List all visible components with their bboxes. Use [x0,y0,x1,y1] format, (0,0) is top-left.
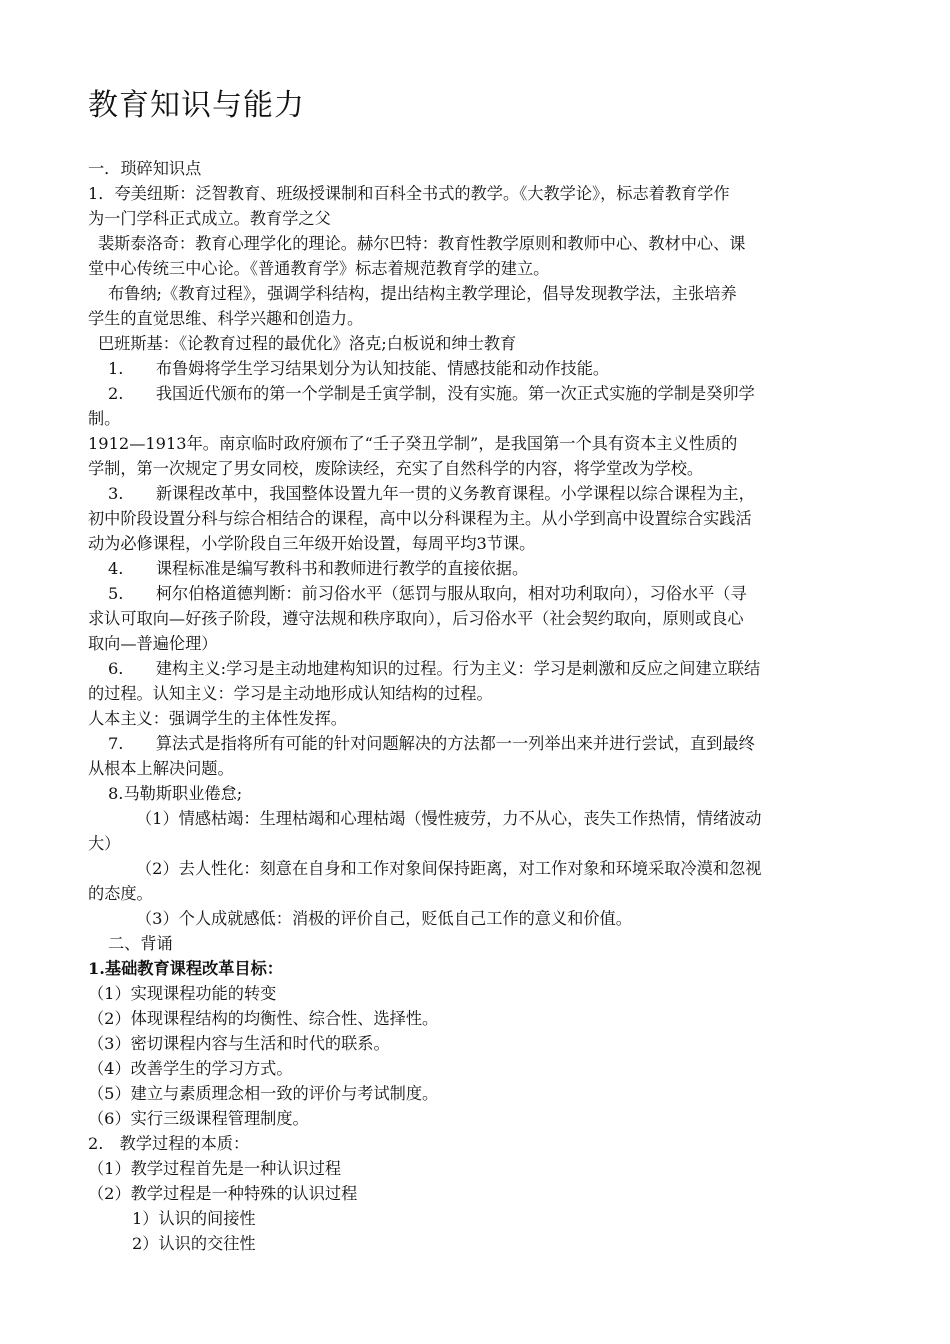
paragraph-line: 动为必修课程，小学阶段自三年级开始设置，每周平均3节课。 [88,534,536,553]
list-item: （6）实行三级课程管理制度。 [88,1109,309,1128]
document-title: 教育知识与能力 [88,88,305,123]
paragraph-line: 求认可取向—好孩子阶段，遵守法规和秩序取向），后习俗水平（社会契约取向，原则或良心 [88,609,744,628]
list-item: 7. 算法式是指将所有可能的针对问题解决的方法都一一列举出来并进行尝试，直到最终 [108,734,755,753]
paragraph-line: 裴斯泰洛奇：教育心理学化的理论。赫尔巴特：教育性教学原则和教师中心、教材中心、课 [98,234,746,253]
paragraph-line: 为一门学科正式成立。教育学之父 [88,209,331,228]
list-item: （2）体现课程结构的均衡性、综合性、选择性。 [88,1009,439,1028]
list-item: 1. 布鲁姆将学生学习结果划分为认知技能、情感技能和动作技能。 [108,359,610,378]
list-item: （5）建立与素质理念相一致的评价与考试制度。 [88,1084,439,1103]
section-heading: 一．琐碎知识点 [88,159,202,178]
paragraph-line: 学生的直觉思维、科学兴趣和创造力。 [88,309,364,328]
list-heading: 1.基础教育课程改革目标： [88,959,283,978]
paragraph-line: 初中阶段设置分科与综合相结合的课程，高中以分科课程为主。从小学到高中设置综合实践活 [88,509,752,528]
list-item: （1）教学过程首先是一种认识过程 [88,1159,342,1178]
list-item: 5. 柯尔伯格道德判断：前习俗水平（惩罚与服从取向，相对功利取向），习俗水平（寻 [108,584,747,603]
list-item: 6. 建构主义:学习是主动地建构知识的过程。行为主义：学习是刺激和反应之间建立联结 [108,659,761,678]
document-body [88,156,878,1256]
list-heading: 2. 教学过程的本质： [88,1134,250,1153]
paragraph-line: 取向—普遍伦理） [88,634,218,653]
list-item: （1）情感枯竭：生理枯竭和心理枯竭（慢性疲劳，力不从心，丧失工作热情，情绪波动 [136,809,762,828]
paragraph-line: 学制，第一次规定了男女同校，废除读经，充实了自然科学的内容，将学堂改为学校。 [88,459,704,478]
list-item: （2）去人性化：刻意在自身和工作对象间保持距离，对工作对象和环境采取冷漠和忽视 [136,859,762,878]
list-item: （1）实现课程功能的转变 [88,984,277,1003]
list-item: 1）认识的间接性 [132,1209,256,1228]
paragraph-line: 的态度。 [88,884,153,903]
paragraph-line: 1912—1913年。南京临时政府颁布了“壬子癸丑学制”，是我国第一个具有资本主义性质的 [88,434,738,453]
paragraph-line: 1．夸美纽斯：泛智教育、班级授课制和百科全书式的教学。《大教学论》，标志着教育学作 [88,184,730,203]
list-item: 4. 课程标准是编写教科书和教师进行教学的直接依据。 [108,559,529,578]
paragraph-line: 堂中心传统三中心论。《普通教育学》标志着规范教育学的建立。 [88,259,550,278]
list-item: 2）认识的交往性 [132,1234,256,1253]
list-item: 2. 我国近代颁布的第一个学制是壬寅学制，没有实施。第一次正式实施的学制是癸卯学 [108,384,755,403]
paragraph-line: 从根本上解决问题。 [88,759,234,778]
paragraph-line: 人本主义：强调学生的主体性发挥。 [88,709,347,728]
list-item: （3）密切课程内容与生活和时代的联系。 [88,1034,390,1053]
section-heading: 二、背诵 [108,934,173,953]
list-item: （2）教学过程是一种特殊的认识过程 [88,1184,358,1203]
list-item: （4）改善学生的学习方式。 [88,1059,293,1078]
list-item: 8.马勒斯职业倦怠; [108,784,243,803]
paragraph-line: 大） [88,834,121,853]
list-item: 3. 新课程改革中，我国整体设置九年一贯的义务教育课程。小学课程以综合课程为主， [108,484,755,503]
paragraph-line: 布鲁纳;《教育过程》，强调学科结构，提出结构主教学理论，倡导发现教学法，主张培养 [108,284,737,303]
paragraph-line: 制。 [88,409,121,428]
list-item: （3）个人成就感低：消极的评价自己，贬低自己工作的意义和价值。 [136,909,632,928]
paragraph-line: 巴班斯基：《论教育过程的最优化》洛克;白板说和绅士教育 [98,334,517,353]
paragraph-line: 的过程。认知主义：学习是主动地形成认知结构的过程。 [88,684,493,703]
